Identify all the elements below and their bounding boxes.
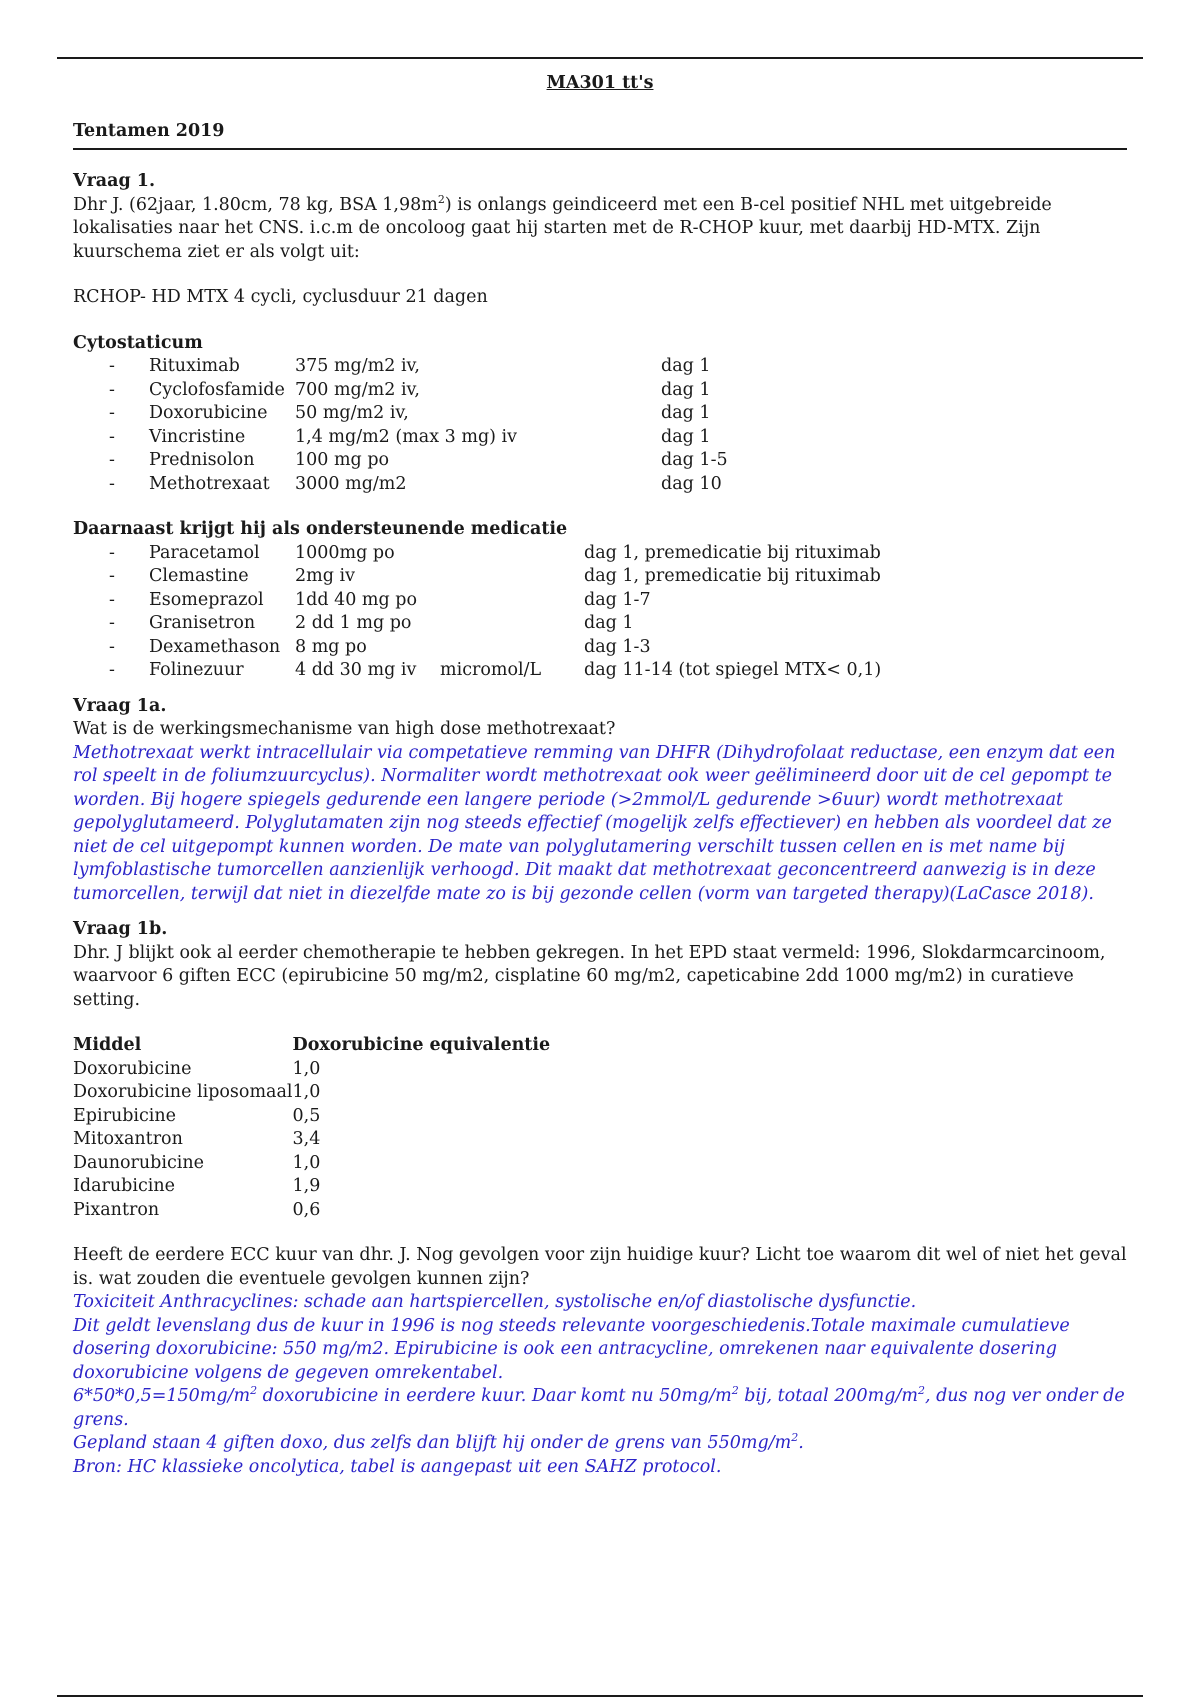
drug-day: dag 1 [584, 613, 634, 633]
table-row [73, 1152, 550, 1176]
drug-name: Folinezuur [149, 660, 244, 680]
q1-intro-part-b: ) is onlangs geindiceerd met een B-cel positief NHL met uitgebreide lokalisaties naar het CNS. i.c.m de oncoloog gaat hij starten met de R-CHOP kuur, met daarbij HD-MTX. Zijn kuurschema ziet er als volgt uit: [73, 194, 1052, 262]
drug-name: Rituximab [149, 356, 240, 376]
drug-dose: 3000 mg/m2 [295, 473, 407, 494]
drug-extra [440, 589, 584, 613]
cytostaticum-row [73, 402, 728, 426]
drug-day: dag 1-5 [661, 450, 728, 470]
drug-dose: 2mg iv [295, 566, 355, 586]
document-body [73, 170, 1133, 1479]
drug-extra [517, 473, 661, 497]
drug-extra [440, 636, 584, 660]
support-row [73, 565, 881, 589]
col-header-middel: Middel [73, 1035, 142, 1055]
drug-dose: 2 dd 1 mg po [295, 613, 412, 633]
calc-part-c: bij, totaal 200mg/m [738, 1386, 918, 1406]
equivalence-table-header [73, 1034, 550, 1058]
table-row [73, 1081, 550, 1105]
drug-dose: 375 mg/m2 iv, [295, 356, 420, 376]
drug-name: Dexamethason [149, 636, 281, 657]
q1b-answer-planned [73, 1432, 1133, 1456]
support-row [73, 659, 881, 683]
middel-cell: Doxorubicine liposomaal [73, 1082, 293, 1102]
bullet: - [109, 636, 115, 657]
bullet: - [109, 403, 115, 423]
bullet: - [109, 356, 115, 376]
q1b-heading: Vraag 1b. [73, 919, 168, 939]
q1-schema: RCHOP- HD MTX 4 cycli, cyclusduur 21 dagen [73, 287, 488, 307]
support-row [73, 636, 881, 660]
q1b-intro: Dhr. J blijkt ook al eerder chemotherapie te hebben gekregen. In het EPD staat vermeld: 1996, Slokdarmcarcinoom, waarvoor 6 giften ECC (epirubicine 50 mg/m2, cisplatine 60 mg/m2, capeticabine 2dd 1000 mg/m2) in curatieve setting. [73, 942, 1106, 1010]
planned-sup: 2 [791, 1431, 799, 1445]
calc-part-d: , dus nog ver onder de grens. [73, 1386, 1125, 1430]
drug-name: Doxorubicine [149, 403, 268, 423]
exam-heading: Tentamen 2019 [73, 120, 1127, 150]
bullet: - [109, 613, 115, 633]
support-row [73, 542, 881, 566]
cytostaticum-row [73, 449, 728, 473]
top-rule [57, 57, 1143, 59]
q1a-question: Wat is de werkingsmechanisme van high dose methotrexaat? [73, 719, 616, 739]
table-row [73, 1128, 550, 1152]
drug-day: dag 1-7 [584, 589, 651, 610]
calc-sup-2: 2 [731, 1384, 739, 1398]
cytostatica-list [73, 355, 728, 496]
q1b-answer-source: Bron: HC klassieke oncolytica, tabel is aangepast uit een SAHZ protocol. [73, 1456, 722, 1477]
drug-extra: micromol/L [440, 660, 542, 680]
drug-name: Paracetamol [149, 542, 260, 563]
q1-intro-part-a: Dhr J. (62jaar, 1.80cm, 78 kg, BSA 1,98m [73, 194, 438, 215]
drug-day: dag 1 [661, 403, 711, 423]
drug-day: dag 10 [661, 473, 722, 494]
cytostaticum-row [73, 473, 728, 497]
support-row [73, 612, 881, 636]
drug-extra [517, 426, 661, 450]
equivalence-table [73, 1034, 550, 1222]
drug-day: dag 1-3 [584, 636, 651, 657]
bottom-rule [57, 1695, 1143, 1697]
drug-name: Methotrexaat [149, 473, 270, 494]
bullet: - [109, 379, 115, 400]
bullet: - [109, 660, 115, 680]
drug-day: dag 1, premedicatie bij rituximab [584, 566, 881, 586]
q1b-question: Heeft de eerdere ECC kuur van dhr. J. Nog gevolgen voor zijn huidige kuur? Licht toe waarom dit wel of niet het geval is. wat zouden die eventuele gevolgen kunnen zijn? [73, 1245, 1127, 1289]
support-medication-list [73, 542, 881, 683]
calc-part-b: doxorubicine in eerdere kuur. Daar komt nu 50mg/m [257, 1386, 732, 1406]
drug-dose: 1000mg po [295, 542, 395, 563]
drug-dose: 8 mg po [295, 636, 367, 657]
q1b-answer-cumulative: Dit geldt levenslang dus de kuur in 1996 is nog steeds relevante voorgeschiedenis.Totale maximale cumulatieve dosering doxorubicine: 550 mg/m2. Epirubicine is ook een antracycline, omrekenen naar equivalente dosering doxorubicine volgens de gegeven omrekentabel. [73, 1315, 1070, 1383]
bullet: - [109, 589, 115, 610]
bullet: - [109, 473, 115, 494]
drug-name: Vincristine [149, 426, 246, 447]
q1b-answer-calculation [73, 1385, 1133, 1432]
bullet: - [109, 542, 115, 563]
equivalentie-cell: 3,4 [292, 1129, 321, 1149]
calc-part-a: 6*50*0,5=150mg/m [73, 1386, 251, 1406]
drug-dose: 700 mg/m2 iv, [295, 379, 420, 400]
table-row [73, 1175, 550, 1199]
drug-dose: 4 dd 30 mg iv [295, 660, 417, 680]
drug-extra [440, 612, 584, 636]
middel-cell: Pixantron [73, 1199, 160, 1220]
q1b-answer-toxicity: Toxiciteit Anthracyclines: schade aan hartspiercellen, systolische en/of diastolische dysfunctie. [73, 1292, 917, 1312]
drug-extra [440, 565, 584, 589]
middel-cell: Idarubicine [73, 1176, 176, 1196]
bullet: - [109, 450, 115, 470]
col-header-equivalentie: Doxorubicine equivalentie [292, 1035, 551, 1055]
q1-intro-sup: 2 [437, 192, 445, 206]
drug-day: dag 1, premedicatie bij rituximab [584, 542, 881, 563]
cytostaticum-heading: Cytostaticum [73, 332, 203, 353]
equivalentie-cell: 1,0 [292, 1152, 321, 1173]
drug-day: dag 1 [661, 379, 711, 400]
cytostaticum-row [73, 426, 728, 450]
cytostaticum-row [73, 355, 728, 379]
drug-extra [517, 355, 661, 379]
drug-name: Clemastine [149, 566, 249, 586]
drug-name: Esomeprazol [149, 589, 264, 610]
cytostaticum-row [73, 379, 728, 403]
drug-dose: 1,4 mg/m2 (max 3 mg) iv [295, 426, 518, 447]
drug-day: dag 11-14 (tot spiegel MTX< 0,1) [584, 660, 882, 680]
drug-name: Cyclofosfamide [149, 379, 285, 400]
equivalentie-cell: 1,0 [292, 1058, 321, 1079]
planned-part-b: . [798, 1433, 804, 1453]
middel-cell: Doxorubicine [73, 1058, 192, 1079]
table-row [73, 1199, 550, 1223]
page-title: MA301 tt's [546, 73, 654, 93]
equivalentie-cell: 0,6 [292, 1199, 321, 1220]
drug-dose: 100 mg po [295, 450, 390, 470]
calc-sup-1: 2 [250, 1384, 258, 1398]
drug-name: Granisetron [149, 613, 256, 633]
support-heading: Daarnaast krijgt hij als ondersteunende medicatie [73, 519, 568, 539]
drug-day: dag 1 [661, 356, 711, 376]
table-row [73, 1105, 550, 1129]
calc-sup-3: 2 [917, 1384, 925, 1398]
drug-extra [517, 449, 661, 473]
drug-name: Prednisolon [149, 450, 255, 470]
equivalentie-cell: 0,5 [292, 1105, 321, 1126]
q1a-answer: Methotrexaat werkt intracellulair via competatieve remming van DHFR (Dihydrofolaat reductase, een enzym dat een rol speelt in de foliumzuurcyclus). Normaliter wordt methotrexaat ook weer geëlimineerd door uit de cel gepompt te worden. Bij hogere spiegels gedurende een langere periode (>2mmol/L gedurende >6uur) wordt methotrexaat gepolyglutameerd. Polyglutamaten zijn nog steeds effectief (mogelijk zelfs effectiever) en hebben als voordeel dat ze niet de cel uitgepompt kunnen worden. De mate van polyglutamering verschilt tussen cellen en is met name bij lymfoblastische tumorcellen aanzienlijk verhoogd. Dit maakt dat methotrexaat geconcentreerd aanwezig is in deze tumorcellen, terwijl dat niet in diezelfde mate zo is bij gezonde cellen (vorm van targeted therapy)(LaCasce 2018). [73, 742, 1116, 904]
drug-dose: 50 mg/m2 iv, [295, 403, 409, 423]
drug-day: dag 1 [661, 426, 711, 447]
bullet: - [109, 426, 115, 447]
q1-intro [73, 194, 1133, 265]
middel-cell: Epirubicine [73, 1105, 177, 1126]
drug-extra [440, 542, 584, 566]
planned-part-a: Gepland staan 4 giften doxo, dus zelfs dan blijft hij onder de grens van 550mg/m [73, 1433, 792, 1453]
support-row [73, 589, 881, 613]
drug-extra [517, 379, 661, 403]
drug-extra [517, 402, 661, 426]
q1-heading: Vraag 1. [73, 171, 156, 191]
table-row [73, 1058, 550, 1082]
middel-cell: Mitoxantron [73, 1129, 183, 1149]
drug-dose: 1dd 40 mg po [295, 589, 418, 610]
q1a-heading: Vraag 1a. [73, 695, 167, 716]
middel-cell: Daunorubicine [73, 1152, 205, 1173]
bullet: - [109, 566, 115, 586]
equivalentie-cell: 1,9 [292, 1176, 321, 1196]
equivalentie-cell: 1,0 [292, 1082, 321, 1102]
